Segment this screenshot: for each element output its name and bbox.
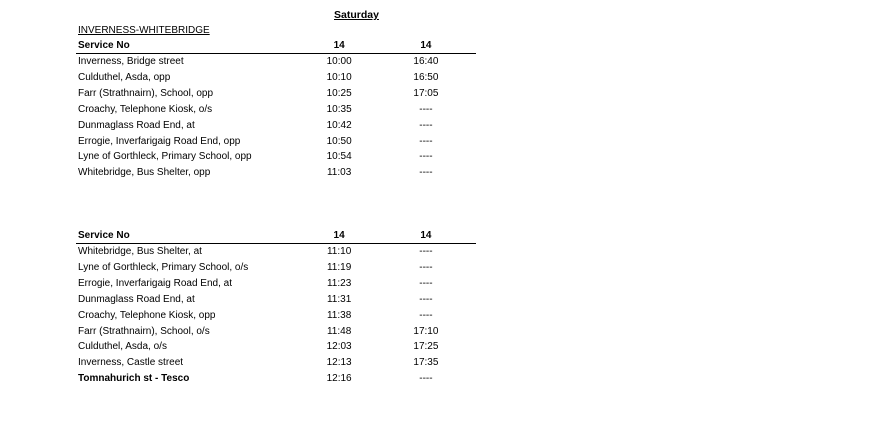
outbound-timetable <box>76 39 476 181</box>
table-row <box>76 134 476 150</box>
stop-name-cell: Croachy, Telephone Kiosk, o/s <box>78 103 213 115</box>
departure-time-cell: ---- <box>419 151 433 163</box>
departure-time-cell: ---- <box>419 373 433 385</box>
departure-time-cell: 12:13 <box>326 357 352 369</box>
departure-time-cell: 10:35 <box>326 103 352 115</box>
table-row <box>76 70 476 86</box>
outbound-rows <box>76 54 476 182</box>
departure-time-cell: 10:25 <box>326 87 352 99</box>
departure-time-cell: ---- <box>419 103 433 115</box>
service-number-col2: 14 <box>376 39 476 54</box>
stop-name-cell: Farr (Strathnairn), School, o/s <box>78 325 210 337</box>
stop-name-cell: Tomnahurich st - Tesco <box>78 373 190 385</box>
stop-name-cell: Farr (Strathnairn), School, opp <box>78 87 214 99</box>
departure-time-cell: ---- <box>419 261 433 273</box>
departure-time-cell: 11:23 <box>326 277 352 289</box>
departure-time-cell: 17:35 <box>413 357 439 369</box>
departure-time-cell: 17:10 <box>413 325 439 337</box>
table-row <box>76 244 476 260</box>
departure-time-cell: 11:03 <box>326 167 352 179</box>
day-heading: Saturday <box>334 9 379 21</box>
table-row <box>76 339 476 355</box>
stop-name-cell: Lyne of Gorthleck, Primary School, opp <box>78 151 252 163</box>
stop-name-cell: Inverness, Bridge street <box>78 56 184 67</box>
stop-name-cell: Whitebridge, Bus Shelter, at <box>78 246 202 257</box>
service-number-col2: 14 <box>376 229 476 244</box>
stop-name-cell: Inverness, Castle street <box>78 357 184 369</box>
departure-time-cell: 11:38 <box>326 309 352 321</box>
table-row <box>76 260 476 276</box>
departure-time-cell: 16:50 <box>413 71 439 83</box>
table-row <box>76 149 476 165</box>
table-row <box>76 118 476 134</box>
departure-time-cell: 10:54 <box>326 151 352 163</box>
departure-time-cell: ---- <box>419 293 433 305</box>
stop-name-cell: Whitebridge, Bus Shelter, opp <box>78 167 211 179</box>
table-row <box>76 308 476 324</box>
stop-name-cell: Culduthel, Asda, opp <box>78 71 171 83</box>
table-row <box>76 324 476 340</box>
departure-time-cell: 10:42 <box>326 119 352 131</box>
departure-time-cell: ---- <box>419 167 433 179</box>
stop-name-cell: Dunmaglass Road End, at <box>78 293 195 305</box>
departure-time-cell: 11:31 <box>326 293 352 305</box>
route-title: INVERNESS-WHITEBRIDGE <box>78 25 210 36</box>
table-row <box>76 54 476 70</box>
table-header-row <box>76 229 476 244</box>
departure-time-cell: 10:50 <box>326 135 352 147</box>
departure-time-cell: 12:03 <box>326 341 352 353</box>
table-row <box>76 86 476 102</box>
stop-name-cell: Culduthel, Asda, o/s <box>78 341 167 353</box>
service-number-col1: 14 <box>302 39 375 54</box>
departure-time-cell: ---- <box>419 135 433 147</box>
departure-time-cell: 10:10 <box>326 71 352 83</box>
table-row <box>76 276 476 292</box>
table-row <box>76 292 476 308</box>
departure-time-cell: 17:05 <box>413 87 439 99</box>
service-number-col1: 14 <box>302 229 375 244</box>
stop-name-cell: Dunmaglass Road End, at <box>78 119 195 131</box>
stop-name-cell: Errogie, Inverfarigaig Road End, at <box>78 277 232 289</box>
departure-time-cell: 11:48 <box>326 325 352 337</box>
table-row <box>76 102 476 118</box>
departure-time-cell: 16:40 <box>413 56 439 67</box>
service-no-header: Service No <box>76 39 302 54</box>
inbound-timetable <box>76 229 476 387</box>
departure-time-cell: ---- <box>419 119 433 131</box>
departure-time-cell: 11:10 <box>326 246 352 257</box>
table-row <box>76 355 476 371</box>
departure-time-cell: ---- <box>419 246 433 257</box>
service-no-header: Service No <box>76 229 302 244</box>
departure-time-cell: 10:00 <box>326 56 352 67</box>
inbound-rows <box>76 244 476 388</box>
stop-name-cell: Lyne of Gorthleck, Primary School, o/s <box>78 261 249 273</box>
table-header-row <box>76 39 476 54</box>
table-row <box>76 371 476 387</box>
stop-name-cell: Errogie, Inverfarigaig Road End, opp <box>78 135 241 147</box>
stop-name-cell: Croachy, Telephone Kiosk, opp <box>78 309 216 321</box>
departure-time-cell: ---- <box>419 277 433 289</box>
table-row <box>76 165 476 181</box>
departure-time-cell: 11:19 <box>326 261 352 273</box>
departure-time-cell: ---- <box>419 309 433 321</box>
departure-time-cell: 17:25 <box>413 341 439 353</box>
departure-time-cell: 12:16 <box>326 373 352 385</box>
